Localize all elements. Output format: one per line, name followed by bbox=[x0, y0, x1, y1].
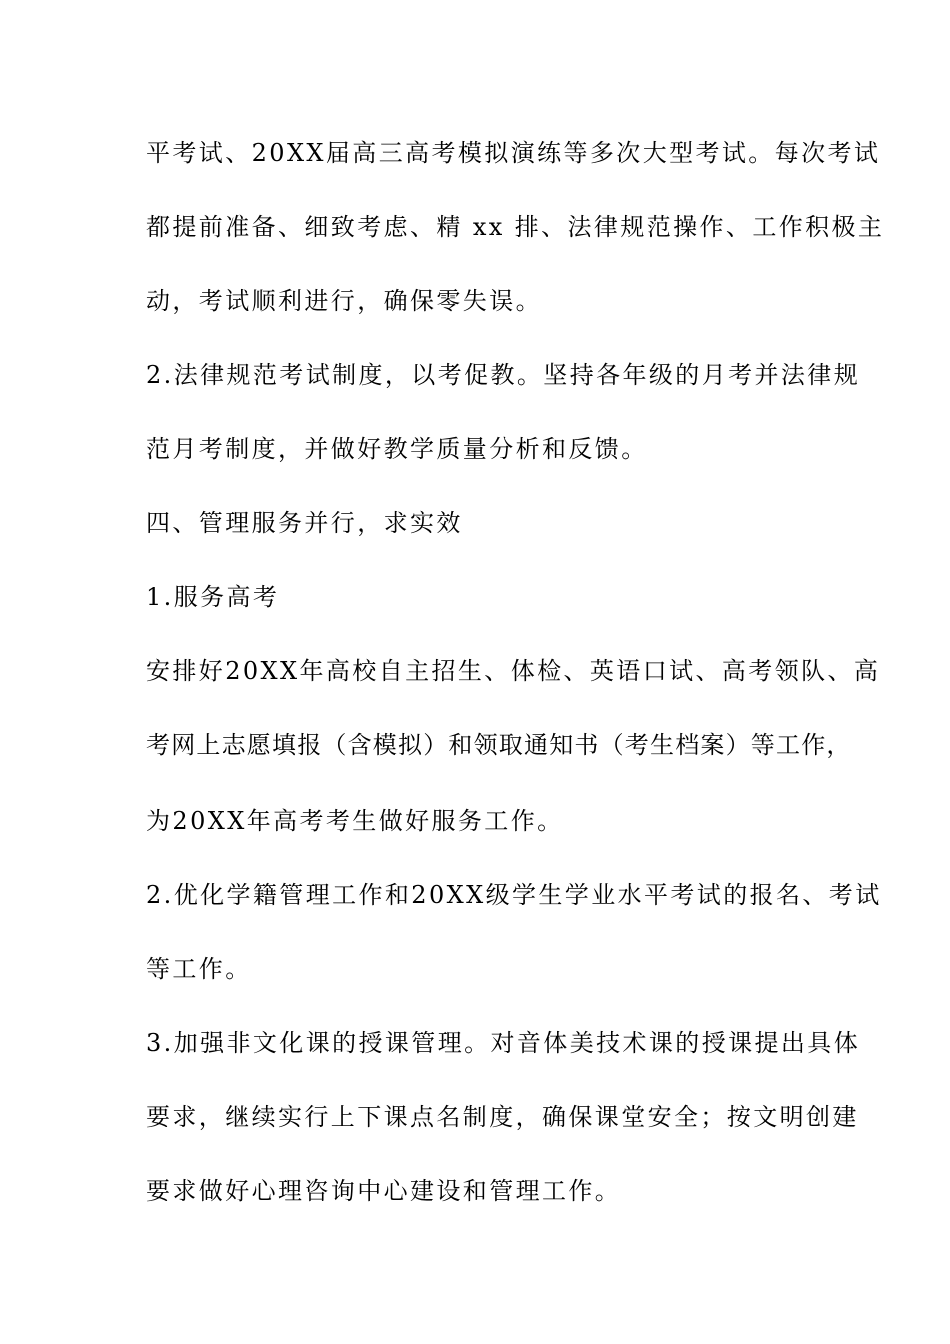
paragraph-line: 3.加强非文化课的授课管理。对音体美技术课的授课提出具体 bbox=[146, 1029, 861, 1057]
paragraph-line: 要求，继续实行上下课点名制度，确保课堂安全；按文明创建 bbox=[146, 1103, 859, 1131]
section-heading: 四、管理服务并行，求实效 bbox=[146, 509, 463, 537]
paragraph-line: 为20XX年高考考生做好服务工作。 bbox=[146, 807, 564, 835]
paragraph-line: 等工作。 bbox=[146, 955, 252, 983]
paragraph-line: 要求做好心理咨询中心建设和管理工作。 bbox=[146, 1177, 622, 1205]
paragraph-line: 平考试、20XX届高三高考模拟演练等多次大型考试。每次考试 bbox=[146, 139, 881, 167]
paragraph-line: 安排好20XX年高校自主招生、体检、英语口试、高考领队、高 bbox=[146, 657, 881, 685]
paragraph-line: 范月考制度，并做好教学质量分析和反馈。 bbox=[146, 435, 648, 463]
paragraph-line: 2.法律规范考试制度，以考促教。坚持各年级的月考并法律规 bbox=[146, 361, 861, 389]
subsection-heading: 1.服务高考 bbox=[146, 583, 280, 611]
paragraph-line: 2.优化学籍管理工作和20XX级学生学业水平考试的报名、考试 bbox=[146, 881, 882, 909]
paragraph-line: 都提前准备、细致考虑、精 xx 排、法律规范操作、工作积极主 bbox=[146, 213, 885, 241]
paragraph-line: 动，考试顺利进行，确保零失误。 bbox=[146, 287, 542, 315]
paragraph-line: 考网上志愿填报（含模拟）和领取通知书（考生档案）等工作， bbox=[146, 731, 852, 759]
